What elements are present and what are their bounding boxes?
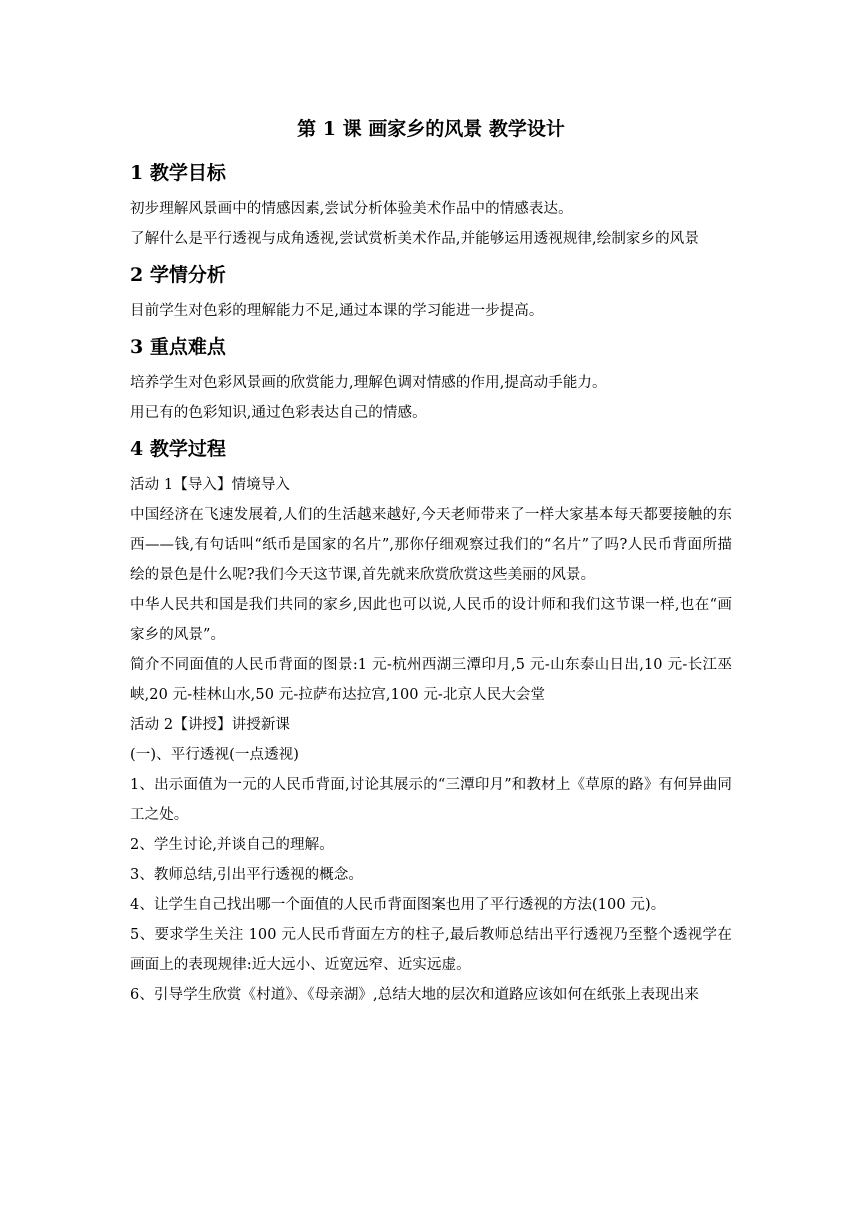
section-heading: 1 教学目标 bbox=[130, 162, 226, 184]
section-heading: 2 学情分析 bbox=[130, 264, 226, 286]
paragraph: 活动 2【讲授】讲授新课 bbox=[130, 717, 291, 733]
paragraph: 目前学生对色彩的理解能力不足,通过本课的学习能进一步提高。 bbox=[130, 303, 544, 319]
paragraph: 活动 1【导入】情境导入 bbox=[130, 477, 291, 493]
section-key-points bbox=[130, 332, 732, 428]
paragraph: 简介不同面值的人民币背面的图景:1 元-杭州西湖三潭印月,5 元-山东泰山日出,10 元-长江巫峡,20 元-桂林山水,50 元-拉萨布达拉宫,100 元-北京人民大会堂 bbox=[130, 657, 732, 703]
paragraph: 2、学生讨论,并谈自己的理解。 bbox=[130, 837, 334, 853]
section-heading: 3 重点难点 bbox=[130, 336, 226, 358]
paragraph: 1、出示面值为一元的人民币背面,讨论其展示的“三潭印月”和教材上《草原的路》有何异曲同工之处。 bbox=[130, 777, 732, 823]
section-teaching-process bbox=[130, 434, 732, 1010]
document-title: 第 1 课 画家乡的风景 教学设计 bbox=[297, 118, 565, 140]
paragraph: 中华人民共和国是我们共同的家乡,因此也可以说,人民币的设计师和我们这节课一样,也在“画家乡的风景”。 bbox=[130, 597, 732, 643]
paragraph: 3、教师总结,引出平行透视的概念。 bbox=[130, 867, 364, 883]
paragraph: 初步理解风景画中的情感因素,尝试分析体验美术作品中的情感表达。 bbox=[130, 201, 573, 217]
paragraph: 4、让学生自己找出哪一个面值的人民币背面图案也用了平行透视的方法(100 元)。 bbox=[130, 897, 666, 913]
section-teaching-goals bbox=[130, 158, 732, 254]
paragraph: 了解什么是平行透视与成角透视,尝试赏析美术作品,并能够运用透视规律,绘制家乡的风景 bbox=[130, 231, 699, 247]
paragraph: 6、引导学生欣赏《村道》、《母亲湖》,总结大地的层次和道路应该如何在纸张上表现出来 bbox=[130, 987, 699, 1003]
paragraph: 中国经济在飞速发展着,人们的生活越来越好,今天老师带来了一样大家基本每天都要接触的东西——钱,有句话叫“纸币是国家的名片”,那你仔细观察过我们的“名片”了吗?人民币背面所描绘的景色是什么呢?我们今天这节课,首先就来欣赏欣赏这些美丽的风景。 bbox=[130, 507, 732, 583]
paragraph: 用已有的色彩知识,通过色彩表达自己的情感。 bbox=[130, 405, 427, 421]
section-student-analysis bbox=[130, 260, 732, 326]
paragraph: 培养学生对色彩风景画的欣赏能力,理解色调对情感的作用,提高动手能力。 bbox=[130, 375, 607, 391]
paragraph: (一)、平行透视(一点透视) bbox=[130, 747, 300, 763]
paragraph: 5、要求学生关注 100 元人民币背面左方的柱子,最后教师总结出平行透视乃至整个透视学在画面上的表现规律:近大远小、近宽远窄、近实远虚。 bbox=[130, 927, 732, 973]
section-heading: 4 教学过程 bbox=[130, 438, 226, 460]
